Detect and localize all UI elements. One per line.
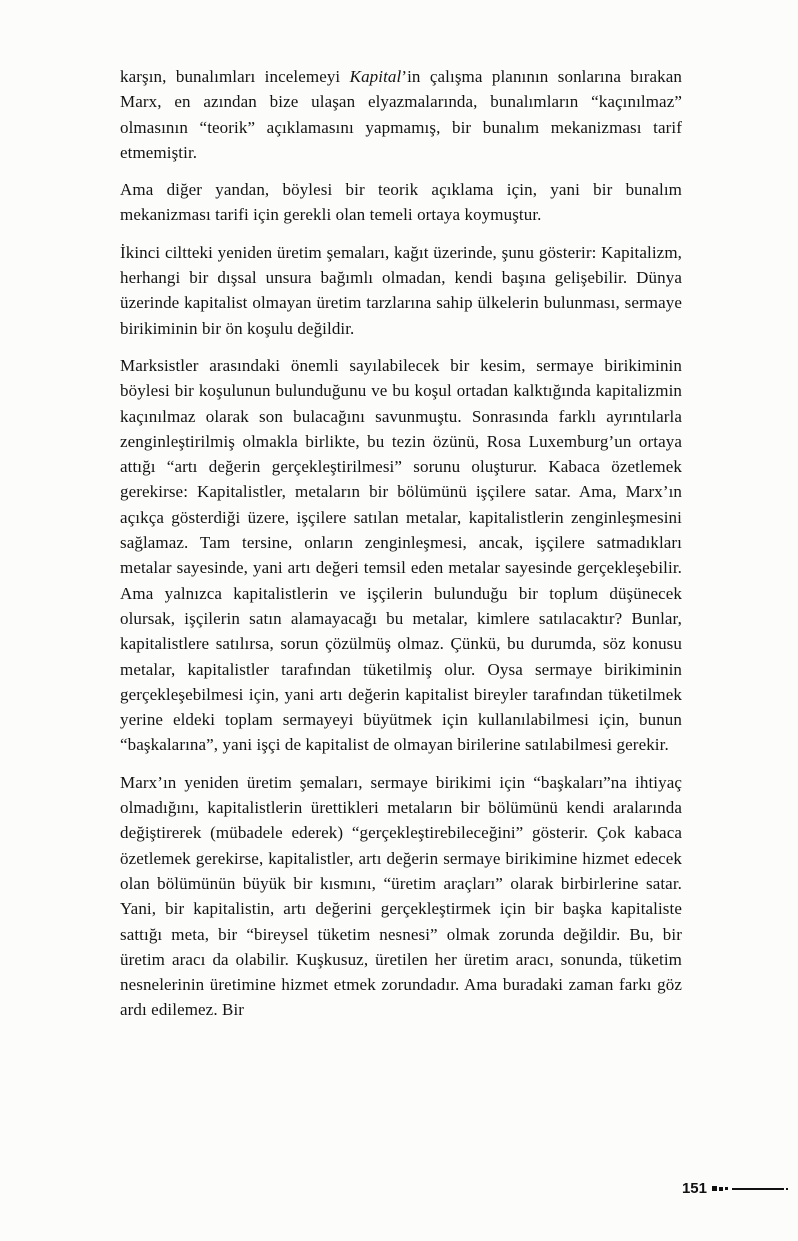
- ornament-dot: [786, 1188, 788, 1190]
- page-number: 151: [681, 1180, 707, 1197]
- ornament-square: [725, 1187, 728, 1190]
- paragraph-5: Marx’ın yeniden üretim şemaları, sermaye birikimi için “başkaları”na ihtiyaç olmadığını, kapitalistlerin ürettikleri metaların bir bölümünü kendi aralarında değiştirerek (mübadele ederek) “gerçekleştirebileceğini” gösterir. Çok kabaca özetlemek gerekirse, kapitalistler, artı değerin sermaye birikimine hizmet edecek olan bölümünün büyük bir kısmını, “üretim araçları” olarak birbirlerine satar. Yani, bir kapitalistin, artı değerini gerçekleştirmek için bir başka kapitaliste sattığı meta, bir “bireysel tüketim nesnesi” olmak zorunda değildir. Bu, bir üretim aracı da olabilir. Kuşkusuz, üretilen her üretim aracı, sonunda, tüketim nesnelerinin üretimine hizmet etmek zorundadır. Ama buradaki zaman farkı göz ardı edilemez. Bir: [120, 772, 682, 1020]
- paragraph-1: [120, 64, 682, 165]
- paragraph-4: Marksistler arasındaki önemli sayılabilecek bir kesim, sermaye birikiminin böylesi bir koşulunun bulunduğunu ve bu koşul ortadan kalktığında kapitalizmin kaçınılmaz olarak son bulacağını savunmuştu. Sonrasında farklı ayrıntılarla zenginleştirilmiş olmakla birlikte, bu tezin özünü, Rosa Luxemburg’un ortaya attığı “artı değerin gerçekleştirilmesi” sorunu oluşturur. Kabaca özetlemek gerekirse: Kapitalistler, metaların bir bölümünü işçilere satar. Ama, Marx’ın açıkça gösterdiği üzere, işçilere satılan metalar, kapitalistlerin zenginleşmesini sağlamaz. Tam tersine, onların zenginleşmesi, ancak, işçilere satmadıkları metalar sayesinde, yani artı değeri temsil eden metalar sayesinde gerçekleşebilir. Ama yalnızca kapitalistlerin ve işçilerin bulunduğu bir toplum düşünecek olursak, işçilerin satın alamayacağı bu metalar, kimlere satılacaktır? Bunlar, kapitalistlere satılırsa, sorun çözülmüş olmaz. Çünkü, bu durumda, söz konusu metalar, kapitalistler tarafından tüketilmiş olur. Oysa sermaye birikiminin gerçekleşebilmesi için, yani artı değerin kapitalist bireyler tarafından tüketilmek yerine eldeki toplam sermayeyi büyütmek için kullanılabilmesi için, bunun “başkalarına”, yani işçi de kapitalist de olmayan birilerine satılabilmesi gerekir.: [120, 355, 682, 755]
- ornament-rule: [732, 1188, 784, 1190]
- paragraph-text: ’in çalışma planının sonlarına bırakan Marx, en azından bize ulaşan elyazmalarında, bunalımların “kaçınılmaz” olmasının “teorik” açıklamasını yapmamış, bir bunalım mekanizması tarif etmemiştir.: [120, 67, 682, 162]
- book-title-italic: Kapital: [349, 67, 402, 86]
- paragraph-text: karşın, bunalımları incelemeyi: [120, 67, 350, 86]
- ornament-square: [712, 1186, 717, 1191]
- ornament-square: [719, 1187, 723, 1191]
- page-footer: [682, 1180, 788, 1197]
- body-text: [120, 64, 682, 1035]
- paragraph-3: İkinci ciltteki yeniden üretim şemaları, kağıt üzerinde, şunu gösterir: Kapitalizm, herhangi bir dışsal unsura bağımlı olmadan, kendi başına gelişebilir. Dünya üzerinde kapitalist olmayan üretim tarzlarına sahip ülkelerin bulunması, sermaye birikiminin bir ön koşulu değildir.: [120, 242, 682, 338]
- paragraph-2: Ama diğer yandan, böylesi bir teorik açıklama için, yani bir bunalım mekanizması tarifi için gerekli olan temeli ortaya koymuştur.: [120, 180, 682, 225]
- footer-ornament: [712, 1186, 788, 1191]
